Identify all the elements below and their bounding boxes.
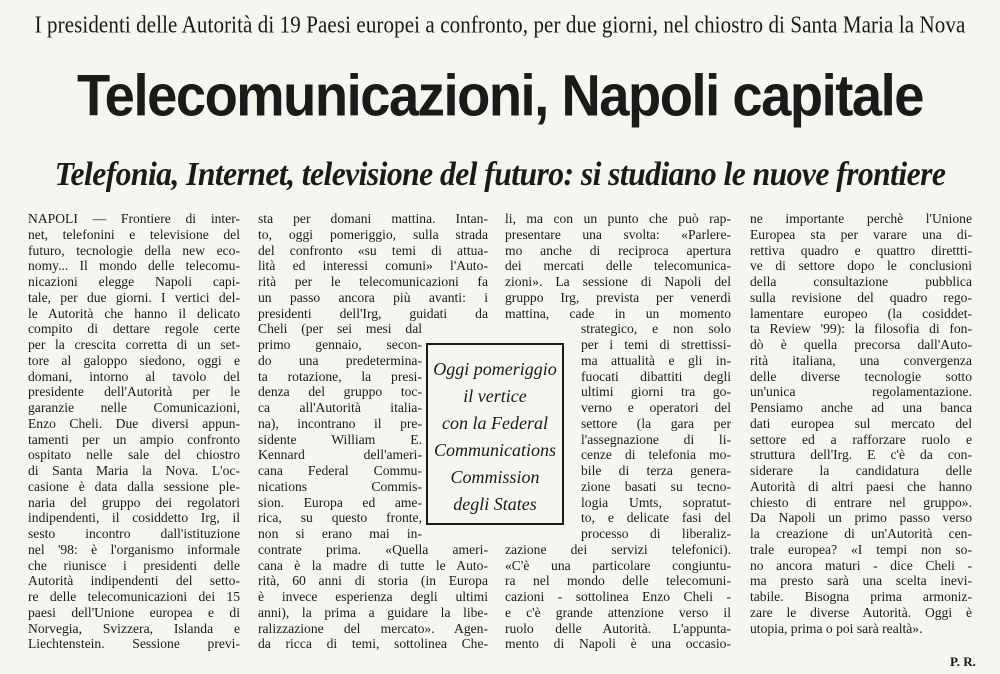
article-text-line: zazione dei servizi telefonici). (505, 541, 731, 557)
article-text-line: Enzo Cheli. Due diversi appun- (28, 415, 240, 431)
article-text-line: nomy... Il mondo delle telecomu- (28, 258, 240, 274)
article-text-line: domani, intorno al tavolo del (28, 368, 240, 384)
article-text-line: mo anche di reciproca apertura (505, 242, 731, 258)
article-text-line: le Autorità che hanno il delicato (28, 305, 240, 321)
article-text-line: anni), la prima a guidare la libe- (258, 604, 488, 620)
article-text-line: contrate prima. «Quella ameri- (258, 541, 488, 557)
article-text-line: settore ed a rafforzare ruolo e (750, 431, 972, 447)
article-text-line: dei mercati delle telecomunica- (505, 258, 731, 274)
article-text-line: sion. Europa ed ame- (258, 494, 422, 510)
article-text-line: indipendenti, il cosiddetto Irg, il (28, 510, 240, 526)
article-text-line: ta Review '99): la filosofia di fon- (750, 321, 972, 337)
article-text-line: ultimi giorni tra go- (581, 384, 731, 400)
article-text-line: chiesto di entrare nel gruppo». (750, 494, 972, 510)
article-text-line: rità, 60 anni di storia (in Europa (258, 573, 488, 589)
article-text-line: ralizzazione del mercato». Agen- (258, 620, 488, 636)
article-text-line: trale europea? «I tempi non so- (750, 541, 972, 557)
article-text-line: to, e delicate fasi del (581, 510, 731, 526)
article-text-line: zione basati su tecno- (581, 478, 731, 494)
article-text-line: ma presto sarà una scelta inevi- (750, 573, 972, 589)
article-subhead: Telefonia, Internet, televisione del futuro: si studiano le nuove frontiere (54, 156, 946, 193)
pull-quote-box (426, 343, 564, 525)
article-text-line: un'unica regolamentazione. (750, 384, 972, 400)
article-text-line: non si erano mai in- (258, 526, 422, 541)
article-text-line: un passo ancora più avanti: i (258, 289, 488, 305)
pull-quote-line: Communications (433, 440, 556, 460)
article-text-line: rica, su questo fronte, (258, 510, 422, 526)
article-text-line: è invece esperienza degli ultimi (258, 589, 488, 604)
article-text-line: ra nel mondo delle telecomuni- (505, 573, 731, 589)
article-text-line: Norvegia, Svizzera, Islanda e (28, 620, 240, 636)
article-text-line: zare le diverse Autorità. Oggi è (750, 604, 972, 620)
article-text-line: da ricca di temi, sottolinea Che- (258, 636, 488, 652)
article-text-line: gruppo Irg, prevista per venerdì (505, 289, 731, 305)
article-text-line: nications Commis- (258, 478, 422, 494)
article-text-line: ospitato nelle sale del chiostro (28, 447, 240, 463)
article-text-line: ta rotazione, la presi- (258, 368, 422, 384)
article-text-line: tale, per due giorni. I vertici del- (28, 289, 240, 305)
article-text-line: Autorità di altri paesi che hanno (750, 478, 972, 494)
article-text-line: fuocati dibattiti degli (581, 368, 731, 384)
article-text-line: di Santa Maria la Nova. L'oc- (28, 463, 240, 478)
article-text-line: presidente dell'Autorità per le (28, 384, 240, 400)
article-text-line: cana Federal Commu- (258, 463, 422, 478)
article-text-line: re delle telecomunicazioni dei 15 (28, 589, 240, 604)
article-text-line: rità italiana, una convergenza (750, 352, 972, 368)
pull-quote-line: il vertice (463, 386, 527, 406)
article-text-line: mento di Napoli è una occasio- (505, 636, 731, 652)
article-text-line: futuro, tecnologie della new eco- (28, 242, 240, 258)
article-text-line: settore (la gara per (581, 415, 731, 431)
article-text-line: naria del gruppo dei regolatori (28, 494, 240, 510)
article-text-line: lità ed interessi comuni» l'Auto- (258, 258, 488, 274)
article-text-line: rettiva quadro e quattro direttti- (750, 242, 972, 258)
article-text-line: tabile. Bisogna prima armoniz- (750, 589, 972, 604)
article-text-line: denza del gruppo toc- (258, 384, 422, 400)
article-text-line: per i temi di strettissi- (581, 337, 731, 352)
article-text-line: Cheli (per sei mesi dal (258, 321, 422, 337)
article-text-line: mattina, cade in un momento (505, 305, 731, 321)
article-text-line: ve di settore dopo le conclusioni (750, 258, 972, 274)
article-text-line: zioni». La sessione di Napoli del (505, 274, 731, 289)
article-text-line: processo di liberaliz- (581, 526, 731, 541)
article-column-1 (28, 211, 240, 652)
article-text-line: utopia, prima o poi sarà realtà». (750, 620, 923, 636)
article-text-line: compito di dettare regole certe (28, 321, 240, 337)
article-text-line: «C'è una particolare congiuntu- (505, 557, 731, 573)
article-text-line: garanzie nelle Comunicazioni, (28, 400, 240, 415)
article-text-line: nel '98: è l'organismo informale (28, 541, 240, 557)
article-text-line: cana è la madre di tutte le Auto- (258, 557, 488, 573)
article-text-line: to, oggi pomeriggio, sulla strada (258, 226, 488, 242)
article-text-line: casione è data dalla sessione ple- (28, 478, 240, 494)
article-text-line: Liechtenstein. Sessione previ- (28, 636, 240, 652)
article-text-line: tore al galoppo siedono, oggi e (28, 352, 240, 368)
article-text-line: cazioni - sottolinea Enzo Cheli - (505, 589, 731, 604)
article-text-line: sulla revisione del quadro rego- (750, 289, 972, 305)
article-text-line: presentare una svolta: «Parlere- (505, 226, 731, 242)
article-text-line: lamentare europeo (la cosiddet- (750, 305, 972, 321)
article-text-line: net, telefonini e televisione del (28, 226, 240, 242)
pull-quote-line: Commission (450, 467, 540, 487)
article-text-line: Da Napoli un primo passo verso (750, 510, 972, 526)
article-text-line: tamenti per un ampio confronto (28, 431, 240, 447)
article-text-line: Pensiamo anche ad una banca (750, 400, 972, 415)
pull-quote-line: degli States (453, 494, 537, 514)
article-text-line: sta per domani mattina. Intan- (258, 211, 488, 226)
article-text-line: struttura dell'Irg. E c'è da con- (750, 447, 972, 463)
article-text-line: na), incontrano il pre- (258, 415, 422, 431)
article-text-line: no ancora maturi - dice Cheli - (750, 557, 972, 573)
author-initials: P. R. (950, 654, 976, 669)
article-text-line: per la crescita corretta di un set- (28, 337, 240, 352)
article-text-line: e c'è grande attenzione verso il (505, 604, 731, 620)
article-text-line: nicazioni elegge Napoli capi- (28, 274, 240, 289)
article-text-line: do una predetermina- (258, 352, 422, 368)
article-text-line: Autorità indipendenti del setto- (28, 573, 240, 589)
article-text-line: sidente William E. (258, 431, 422, 447)
article-text-line: delle diverse tecnologie sotto (750, 368, 972, 384)
article-text-line: Europea sta per varare una di- (750, 226, 972, 242)
article-text-line: ma attualità e gli in- (581, 352, 731, 368)
article-text-line: dò è quella precorsa dall'Auto- (750, 337, 972, 352)
article-kicker: I presidenti delle Autorità di 19 Paesi europei a confronto, per due giorni, nel chiostro di Santa Maria la Nova (34, 10, 966, 39)
article-text-line: rità per le telecomunicazioni fa (258, 274, 488, 289)
article-text-line: paesi dell'Unione europea e di (28, 604, 240, 620)
article-text-line: NAPOLI — Frontiere di inter- (28, 211, 240, 226)
article-text-line: presidenti dell'Irg, guidati da (258, 305, 488, 321)
article-text-line: della consultazione pubblica (750, 274, 972, 289)
article-text-line: logia Umts, sopratut- (581, 494, 731, 510)
article-headline: Telecomunicazioni, Napoli capitale (76, 61, 924, 128)
article-text-line: bile di terza genera- (581, 463, 731, 478)
pull-quote-line: Oggi pomeriggio (433, 359, 557, 379)
article-text-line: ruolo delle Autorità. L'appunta- (505, 620, 731, 636)
article-text-line: Kennard dell'ameri- (258, 447, 422, 463)
article-text-line: siderare la candidatura delle (750, 463, 972, 478)
article-text-line: l'assegnazione di li- (581, 431, 731, 447)
article-text-line: dati europea sul mercato del (750, 415, 972, 431)
article-text-line: sesto incontro dall'istituzione (28, 526, 240, 541)
article-text-line: cenze di telefonia mo- (581, 447, 731, 463)
article-text-line: li, ma con un punto che può rap- (505, 211, 731, 226)
article-column-4 (750, 211, 972, 636)
article-text-line: del confronto «su temi di attua- (258, 242, 488, 258)
article-text-line: ca all'Autorità italia- (258, 400, 422, 415)
pull-quote-line: con la Federal (442, 413, 548, 433)
article-text-line: verno e operatori del (581, 400, 731, 415)
article-text-line: che riunisce i presidenti delle (28, 557, 240, 573)
article-text-line: strategico, e non solo (581, 321, 731, 337)
article-text-line: primo gennaio, secon- (258, 337, 422, 352)
article-text-line: ne importante perchè l'Unione (750, 211, 972, 226)
article-text-line: la creazione di un'Autorità cen- (750, 526, 972, 541)
